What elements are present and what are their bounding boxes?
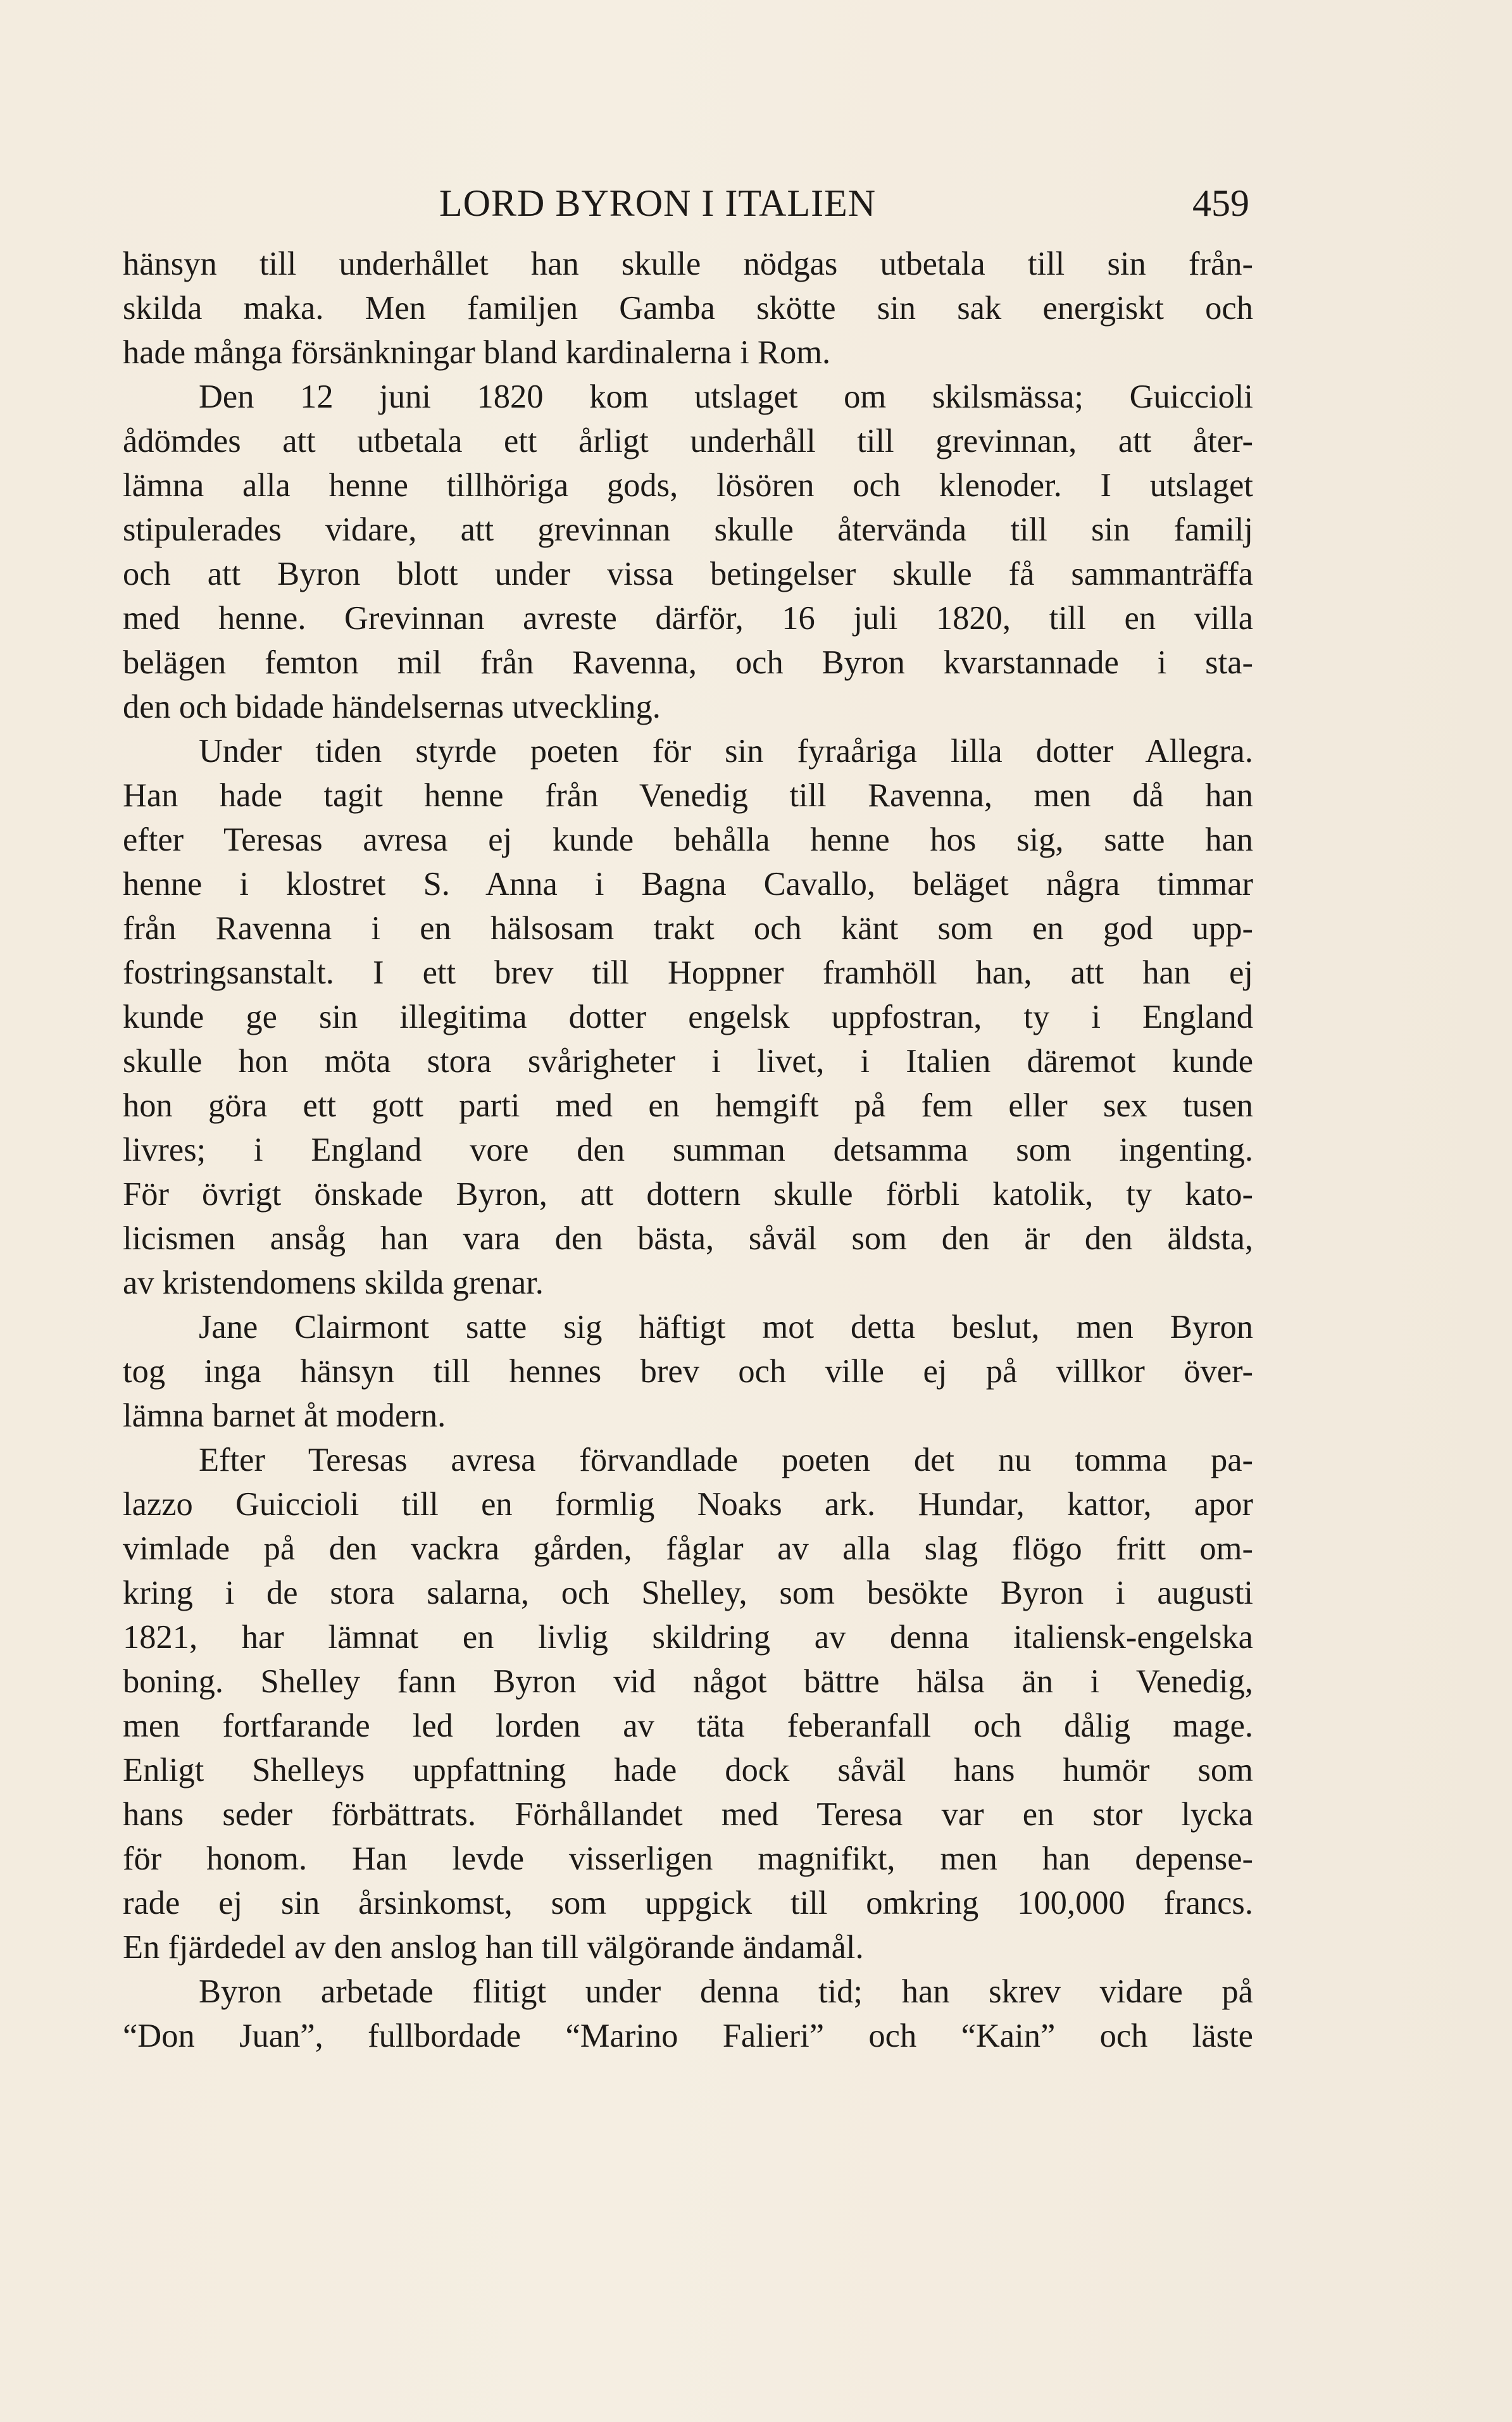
body-text [123,242,1253,2102]
text-line: vimlade på den vackra gården, fåglar av alla slag flögo fritt om- [123,1530,1253,1567]
text-line: men fortfarande led lorden av täta feberanfall och dålig mage. [123,1707,1253,1744]
text-line: Jane Clairmont satte sig häftigt mot detta beslut, men Byron [199,1309,1253,1345]
text-line: Enligt Shelleys uppfattning hade dock såväl hans humör som [123,1752,1253,1788]
text-line: Den 12 juni 1820 kom utslaget om skilsmässa; Guiccioli [199,378,1253,415]
text-line: lämna barnet åt modern. [123,1397,446,1434]
text-line: licismen ansåg han vara den bästa, såväl som den är den äldsta, [123,1220,1253,1257]
text-line: Efter Teresas avresa förvandlade poeten det nu tomma pa- [199,1442,1253,1478]
text-line: ådömdes att utbetala ett årligt underhåll till grevinnan, att åter- [123,423,1253,459]
text-line: med henne. Grevinnan avreste därför, 16 juli 1820, till en villa [123,600,1253,637]
text-line: En fjärdedel av den anslog han till välgörande ändamål. [123,1929,864,1966]
text-line: fostringsanstalt. I ett brev till Hoppner framhöll han, att han ej [123,954,1253,991]
text-line: från Ravenna i en hälsosam trakt och känt som en god upp- [123,910,1253,947]
text-line: “Don Juan”, fullbordade “Marino Falieri” och “Kain” och läste [123,2018,1253,2054]
text-line: För övrigt önskade Byron, att dottern skulle förbli katolik, ty kato- [123,1176,1253,1213]
text-line: skulle hon möta stora svårigheter i livet, i Italien däremot kunde [123,1043,1253,1080]
running-title: LORD BYRON I ITALIEN [439,182,877,224]
text-line: hänsyn till underhållet han skulle nödgas utbetala till sin från- [123,246,1253,282]
text-line: hon göra ett gott parti med en hemgift på fem eller sex tusen [123,1087,1253,1124]
page-number: 459 [1192,182,1249,224]
text-line: stipulerades vidare, att grevinnan skulle återvända till sin familj [123,511,1253,548]
text-line: för honom. Han levde visserligen magnifikt, men han depense- [123,1840,1253,1877]
text-line: skilda maka. Men familjen Gamba skötte sin sak energiskt och [123,290,1253,327]
text-line: hans seder förbättrats. Förhållandet med Teresa var en stor lycka [123,1796,1253,1833]
text-line: Han hade tagit henne från Venedig till Ravenna, men då han [123,777,1253,814]
text-line: rade ej sin årsinkomst, som uppgick till omkring 100,000 francs. [123,1885,1253,1921]
text-line: Under tiden styrde poeten för sin fyraåriga lilla dotter Allegra. [199,733,1253,770]
text-line: belägen femton mil från Ravenna, och Byron kvarstannade i sta- [123,644,1253,681]
text-line: kring i de stora salarna, och Shelley, som besökte Byron i augusti [123,1575,1253,1611]
text-line: livres; i England vore den summan detsamma som ingenting. [123,1132,1253,1168]
text-line: och att Byron blott under vissa betingelser skulle få sammanträffa [123,556,1253,592]
page-header [123,175,1253,232]
text-line: kunde ge sin illegitima dotter engelsk uppfostran, ty i England [123,999,1253,1035]
text-line: lazzo Guiccioli till en formlig Noaks ark. Hundar, kattor, apor [123,1486,1253,1523]
text-line: hade många försänkningar bland kardinalerna i Rom. [123,334,831,371]
text-line: av kristendomens skilda grenar. [123,1264,544,1301]
text-line: tog inga hänsyn till hennes brev och ville ej på villkor över- [123,1353,1253,1390]
text-line: efter Teresas avresa ej kunde behålla henne hos sig, satte han [123,821,1253,858]
text-line: lämna alla henne tillhöriga gods, lösören och klenoder. I utslaget [123,467,1253,504]
text-line: den och bidade händelsernas utveckling. [123,689,661,725]
text-line: 1821, har lämnat en livlig skildring av denna italiensk-engelska [123,1619,1253,1656]
text-line: henne i klostret S. Anna i Bagna Cavallo, beläget några timmar [123,866,1253,902]
text-line: Byron arbetade flitigt under denna tid; han skrev vidare på [199,1973,1253,2010]
text-line: boning. Shelley fann Byron vid något bättre hälsa än i Venedig, [123,1663,1253,1700]
